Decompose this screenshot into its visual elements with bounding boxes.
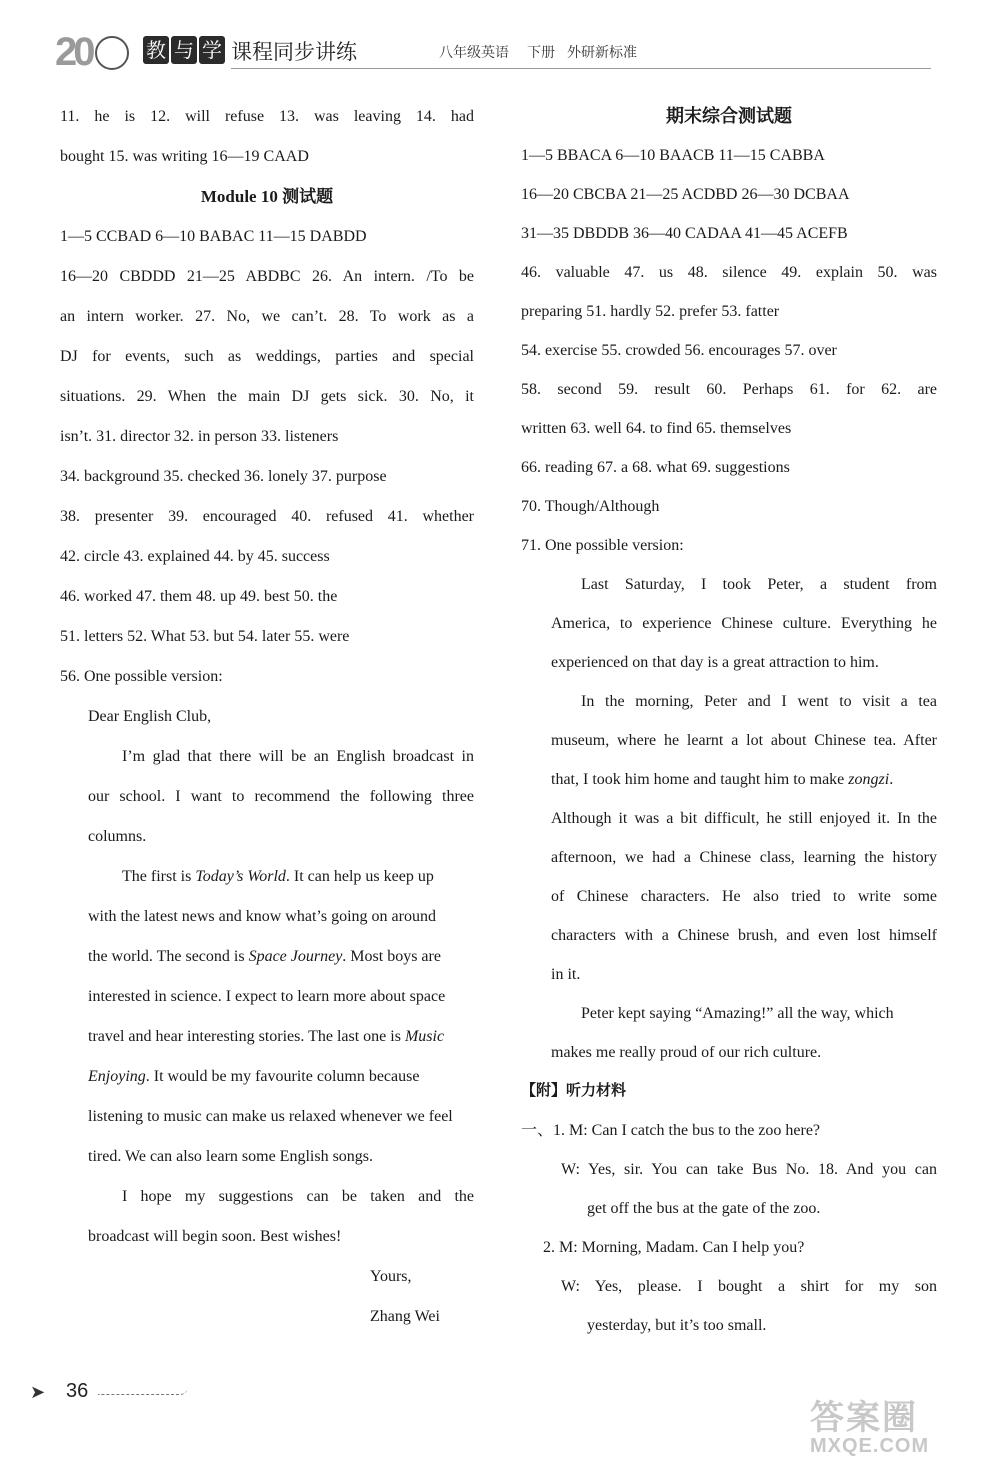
answer-line: 66. reading 67. a 68. what 69. suggestions bbox=[521, 459, 790, 476]
essay-line: that, I took him home and taught him to make zongzi. bbox=[551, 771, 894, 788]
answer-line: 56. One possible version: bbox=[60, 668, 223, 685]
grade-subject: 八年级英语 bbox=[439, 45, 509, 61]
letter-line: with the latest news and know what’s going on around bbox=[88, 908, 436, 925]
essay-line: characters with a Chinese brush, and even lost himself bbox=[551, 927, 937, 944]
essay-line: makes me really proud of our rich culture. bbox=[551, 1044, 822, 1061]
answer-line: 11. he is 12. will refuse 13. was leaving 14. had bbox=[60, 108, 474, 125]
answer-line: preparing 51. hardly 52. prefer 53. fatter bbox=[521, 303, 780, 320]
listening-line: W: Yes, please. I bought a shirt for my son bbox=[561, 1278, 937, 1295]
letter-line: tired. We can also learn some English songs. bbox=[88, 1148, 374, 1165]
essay-line: afternoon, we had a Chinese class, learning the history bbox=[551, 849, 937, 866]
left-column bbox=[60, 97, 474, 1337]
answer-line: 58. second 59. result 60. Perhaps 61. for 62. are bbox=[521, 381, 937, 398]
answer-line: 70. Though/Although bbox=[521, 498, 660, 515]
answer-line: 16—20 CBDDD 21—25 ABDBC 26. An intern. /To be bbox=[60, 268, 474, 285]
answer-line: 42. circle 43. explained 44. by 45. success bbox=[60, 548, 330, 565]
answer-line: 46. valuable 47. us 48. silence 49. explain 50. was bbox=[521, 264, 937, 281]
letter-line: columns. bbox=[88, 828, 147, 845]
essay-line: experienced on that day is a great attraction to him. bbox=[551, 654, 879, 671]
listening-line: yesterday, but it’s too small. bbox=[587, 1317, 767, 1334]
essay-line: Although it was a bit difficult, he still enjoyed it. In the bbox=[551, 810, 937, 827]
edition-label: 外研新标准 bbox=[567, 45, 637, 61]
header-rule bbox=[231, 68, 931, 69]
section-title-final-test: 期末综合测试题 bbox=[666, 106, 792, 126]
letter-signature: Zhang Wei bbox=[370, 1308, 440, 1325]
essay-line: In the morning, Peter and I went to visit a tea bbox=[581, 693, 937, 710]
letter-line: listening to music can make us relaxed whenever we feel bbox=[88, 1108, 453, 1125]
letter-line: interested in science. I expect to learn more about space bbox=[88, 988, 446, 1005]
page-number: 36 bbox=[66, 1380, 89, 1402]
answer-line: written 63. well 64. to find 65. themselves bbox=[521, 420, 792, 437]
section-title-module10: Module 10 测试题 bbox=[200, 187, 334, 206]
watermark-logo-text: 答案圈 bbox=[810, 1399, 918, 1437]
footer-dashes bbox=[98, 1386, 188, 1395]
series-logo-badge-icon bbox=[95, 36, 129, 70]
answer-line: 71. One possible version: bbox=[521, 537, 684, 554]
answer-line: 34. background 35. checked 36. lonely 37. purpose bbox=[60, 468, 387, 485]
answer-line: 46. worked 47. them 48. up 49. best 50. the bbox=[60, 588, 338, 605]
answer-line: DJ for events, such as weddings, parties and special bbox=[60, 348, 474, 365]
answer-line: situations. 29. When the main DJ gets sick. 30. No, it bbox=[60, 388, 474, 405]
letter-line: our school. I want to recommend the following three bbox=[88, 788, 474, 805]
watermark-url: MXQE.COM bbox=[810, 1435, 930, 1457]
brand-logo bbox=[143, 36, 225, 64]
series-title: 课程同步讲练 bbox=[231, 40, 357, 64]
essay-line: America, to experience Chinese culture. Everything he bbox=[551, 615, 937, 632]
listening-line: get off the bus at the gate of the zoo. bbox=[587, 1200, 821, 1217]
letter-line: I’m glad that there will be an English broadcast in bbox=[122, 748, 474, 765]
listening-line: W: Yes, sir. You can take Bus No. 18. And you can bbox=[561, 1161, 937, 1178]
letter-line: travel and hear interesting stories. The last one is Music bbox=[88, 1028, 445, 1045]
answer-line: bought 15. was writing 16—19 CAAD bbox=[60, 148, 309, 165]
series-logo-number: 20 bbox=[55, 30, 92, 74]
answer-line: isn’t. 31. director 32. in person 33. listeners bbox=[60, 428, 339, 445]
letter-line: Enjoying. It would be my favourite column because bbox=[88, 1068, 420, 1085]
answer-line: 1—5 CCBAD 6—10 BABAC 11—15 DABDD bbox=[60, 228, 367, 245]
brand-char-3: 学 bbox=[199, 36, 225, 64]
brand-char-2: 与 bbox=[171, 36, 197, 64]
letter-line: broadcast will begin soon. Best wishes! bbox=[88, 1228, 342, 1245]
term-label: 下册 bbox=[527, 45, 555, 61]
essay-line: museum, where he learnt a lot about Chinese tea. After bbox=[551, 732, 937, 749]
answer-line: 38. presenter 39. encouraged 40. refused 41. whether bbox=[60, 508, 474, 525]
essay-line: in it. bbox=[551, 966, 581, 983]
essay-line: of Chinese characters. He also tried to write some bbox=[551, 888, 937, 905]
answer-line: an intern worker. 27. No, we can’t. 28. To work as a bbox=[60, 308, 474, 325]
arrow-icon: ➤ bbox=[30, 1382, 46, 1403]
letter-line: the world. The second is Space Journey. Most boys are bbox=[88, 948, 441, 965]
answer-line: 31—35 DBDDB 36—40 CADAA 41—45 ACEFB bbox=[521, 225, 848, 242]
letter-line: I hope my suggestions can be taken and the bbox=[122, 1188, 474, 1205]
answer-line: 54. exercise 55. crowded 56. encourages 57. over bbox=[521, 342, 837, 359]
brand-char-1: 教 bbox=[143, 36, 169, 64]
answer-line: 16—20 CBCBA 21—25 ACDBD 26—30 DCBAA bbox=[521, 186, 850, 203]
essay-line: Peter kept saying “Amazing!” all the way, which bbox=[581, 1005, 894, 1022]
answer-line: 1—5 BBACA 6—10 BAACB 11—15 CABBA bbox=[521, 147, 825, 164]
letter-line: The first is Today’s World. It can help us keep up bbox=[122, 868, 434, 885]
listening-line: 一、1. M: Can I catch the bus to the zoo here? bbox=[521, 1122, 821, 1139]
appendix-heading: 【附】听力材料 bbox=[521, 1083, 627, 1099]
letter-greeting: Dear English Club, bbox=[88, 708, 212, 725]
answer-line: 51. letters 52. What 53. but 54. later 55. were bbox=[60, 628, 350, 645]
watermark bbox=[810, 1390, 980, 1465]
listening-line: 2. M: Morning, Madam. Can I help you? bbox=[543, 1239, 805, 1256]
right-column bbox=[521, 97, 937, 1345]
letter-closing: Yours, bbox=[370, 1268, 412, 1285]
page-header bbox=[55, 28, 935, 78]
essay-line: Last Saturday, I took Peter, a student from bbox=[581, 576, 937, 593]
